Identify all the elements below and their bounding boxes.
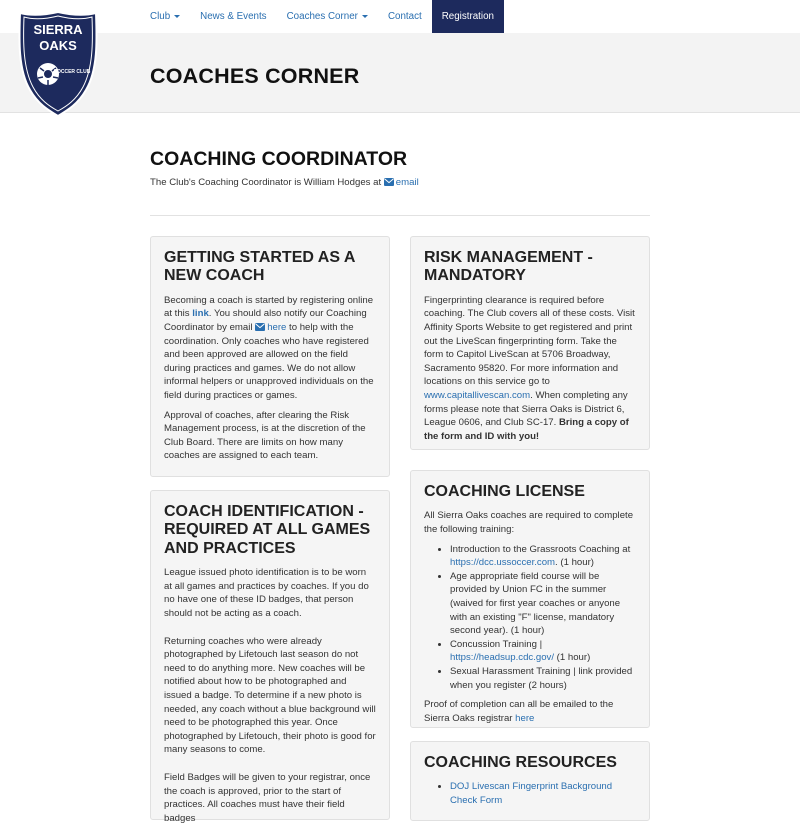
coaching-license-card: [410, 470, 650, 728]
nav-club[interactable]: [140, 0, 190, 33]
logo-line1: SIERRA: [33, 22, 83, 37]
risk-management-card: [410, 236, 650, 450]
caret-down-icon: [362, 15, 368, 18]
list-item: [450, 665, 636, 692]
logo-line3: SOCCER CLUB: [53, 69, 91, 75]
risk-text-a: Fingerprinting clearance is required before coaching. The Club covers all of these costs. Visit Affinity Sports Website to get registered and print out the LiveScan fingerprinting form. Take the form to Capitol LiveScan at 5706 Broadway, Sacramento 95820. For more information and locations on this service go to: [424, 294, 635, 388]
license-outro: [424, 698, 636, 725]
list-item: [450, 543, 636, 570]
coach-identification-title: COACH IDENTIFICATION - REQUIRED AT ALL GAMES AND PRACTICES: [164, 503, 371, 557]
getting-started-card: [150, 236, 390, 477]
page-title: COACHES CORNER: [150, 64, 360, 88]
license-intro: All Sierra Oaks coaches are required to complete the following training:: [424, 510, 634, 535]
identification-paragraph-3: Field Badges will be given to your registrar, once the coach is approved, prior to the start of practices. All coaches must have their field badges: [164, 772, 371, 824]
headsup-link[interactable]: https://headsup.cdc.gov/: [450, 652, 554, 664]
list-item: [450, 570, 636, 638]
list-item-text: Sexual Harassment Training | link provided when you register (2 hours): [450, 666, 633, 691]
doj-livescan-form-link[interactable]: DOJ Livescan Fingerprint Background Check Form: [450, 781, 613, 806]
club-logo[interactable]: [18, 10, 98, 118]
getting-started-text-c: to help with the coordination. Only coaches who have registered and been approved are allowed on the field during practices and games. We do not allow informal helpers or unapproved individuals on the field during practices or games.: [164, 322, 374, 402]
nav-contact[interactable]: [378, 0, 432, 33]
section-divider: [150, 215, 650, 216]
coordinator-email-link[interactable]: [384, 177, 419, 188]
risk-management-paragraph: [424, 294, 636, 444]
page-header-band: [0, 33, 800, 113]
coaching-license-title: COACHING LICENSE: [424, 483, 585, 500]
list-item: [450, 638, 636, 665]
list-item-text: Age appropriate field course will be provided by Union FC in the summer (waived for first year coaches or anyone with an existing "F" license, mandatory second year). (1 hour): [450, 570, 621, 637]
identification-paragraph-2: Returning coaches who were already photographed by Lifetouch last season do not need to do anything more. New coaches will be notified about how to be photographed and issued a badge. To determine if a new photo is needed, any coach without a blue background will need to be photographed this year. Once photographed by Lifetouch, their photo is good for many seasons to come.: [164, 635, 376, 756]
list-item-tail: (1 hour): [554, 652, 591, 664]
coordinator-sentence: The Club's Coaching Coordinator is William Hodges at: [150, 177, 382, 188]
risk-text-b: . When completing any forms please note that Sierra Oaks is District 6, League 0606, and Club SC-17.: [424, 390, 628, 429]
getting-started-text-a: Becoming a coach is started by registering online at this: [164, 294, 374, 320]
shield-logo-icon: [18, 10, 98, 118]
capitol-livescan-link[interactable]: www.capitallivescan.com: [424, 390, 531, 402]
coaching-resources-card: [410, 741, 650, 821]
license-outro-text: Proof of completion can all be emailed to the Sierra Oaks registrar: [424, 699, 614, 724]
list-item-text: Introduction to the Grassroots Coaching at: [450, 543, 631, 555]
getting-started-title: GETTING STARTED AS A NEW COACH: [164, 249, 355, 285]
ussoccer-link[interactable]: https://dcc.ussoccer.com: [450, 557, 556, 569]
coordinator-mail-link[interactable]: [255, 322, 286, 333]
list-item-text: Concussion Training |: [450, 638, 543, 650]
coach-identification-card: [150, 490, 390, 824]
registrar-link[interactable]: here: [515, 712, 535, 724]
top-navbar: [0, 0, 800, 33]
nav-coaches-corner-label: Coaches Corner: [286, 11, 358, 22]
envelope-icon: [384, 178, 394, 186]
logo-line2: OAKS: [39, 38, 77, 53]
nav-registration[interactable]: [432, 0, 504, 33]
registration-link[interactable]: link: [192, 308, 209, 320]
list-item: [450, 780, 636, 807]
list-item-tail: . (1 hour): [555, 557, 594, 569]
caret-down-icon: [174, 15, 180, 18]
main-nav: [140, 0, 504, 33]
coordinator-text: [150, 176, 419, 190]
coaching-resources-title: COACHING RESOURCES: [424, 754, 617, 771]
license-requirements-list: [450, 543, 636, 693]
nav-club-label: Club: [150, 11, 171, 22]
coordinator-title: COACHING COORDINATOR: [150, 148, 408, 170]
nav-news-events[interactable]: [190, 0, 276, 33]
getting-started-text-b: . You should also notify our Coaching Coordinator by email: [164, 308, 367, 333]
risk-bold-note: Bring a copy of the form and ID with you!: [424, 417, 629, 442]
envelope-icon: [255, 323, 265, 331]
coordinator-mail-label: here: [267, 322, 287, 333]
getting-started-paragraph-1: [164, 294, 376, 403]
risk-management-title: RISK MANAGEMENT - MANDATORY: [424, 249, 593, 285]
nav-news-events-label: News & Events: [200, 11, 267, 22]
identification-paragraph-1: League issued photo identification is to be worn at all games and practices by coaches. If you do no have one of these ID badges, that person should not be acting as a coach.: [164, 567, 369, 619]
coordinator-email-label: email: [395, 177, 419, 188]
nav-contact-label: Contact: [387, 11, 422, 22]
resources-list: [450, 780, 636, 807]
nav-coaches-corner[interactable]: [277, 0, 378, 33]
getting-started-paragraph-2: Approval of coaches, after clearing the Risk Management process, is at the discretion of the Club Board. There are limits on how many coaches are assigned to each team.: [164, 409, 366, 462]
nav-registration-label: Registration: [441, 11, 494, 22]
